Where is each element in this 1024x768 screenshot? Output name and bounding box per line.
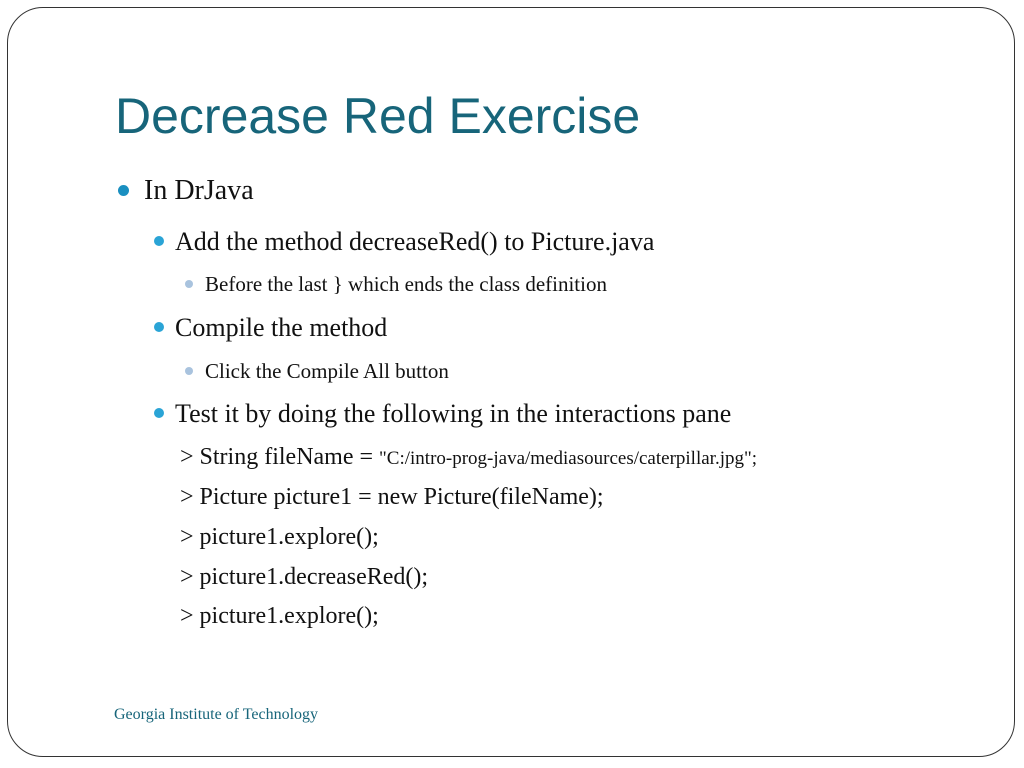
bullet-dot-icon [118,185,129,196]
bullet-dot-icon [185,367,193,375]
code-text: > picture1.decreaseRed(); [180,564,429,590]
code-text: > Picture picture1 = new Picture(fileName); [180,484,604,510]
code-line [180,442,757,474]
code-text: > picture1.explore(); [180,603,379,629]
bullet-item [175,226,654,258]
slide-title: Decrease Red Exercise [115,88,641,144]
bullet-item [175,312,387,344]
bullet-dot-icon [154,408,164,418]
slide-footer: Georgia Institute of Technology [114,706,319,723]
bullet-item [144,174,254,208]
code-string: "C:/intro-prog-java/mediasources/caterpillar.jpg"; [379,448,758,469]
bullet-item [175,398,731,430]
bullet-dot-icon [154,322,164,332]
bullet-text: Test it by doing the following in the interactions pane [175,399,732,428]
bullet-dot-icon [185,280,193,288]
bullet-text: Click the Compile All button [205,359,449,383]
code-text: > String fileName = [180,444,380,470]
bullet-text: Add the method decreaseRed() to Picture.java [175,227,655,256]
bullet-text: In DrJava [144,175,254,206]
bullet-item [205,358,449,384]
code-line [180,562,428,592]
bullet-text: Before the last } which ends the class definition [205,272,607,296]
bullet-text: Compile the method [175,313,388,342]
bullet-dot-icon [154,236,164,246]
code-text: > picture1.explore(); [180,524,379,550]
code-line [180,482,604,512]
code-line [180,601,379,631]
bullet-item [205,271,607,297]
code-line [180,522,379,552]
